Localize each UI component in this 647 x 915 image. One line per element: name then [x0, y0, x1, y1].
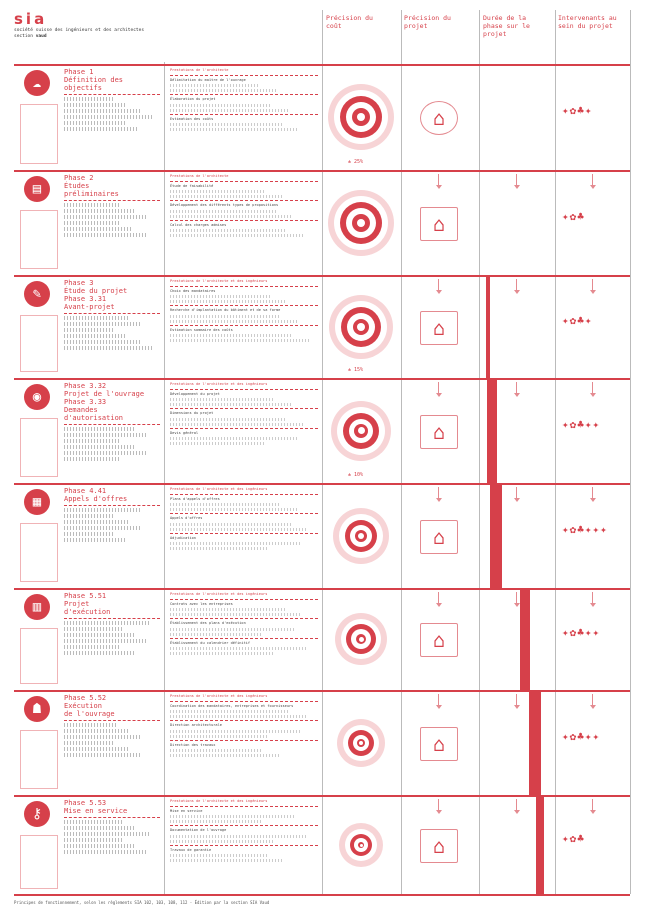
text-line [64, 121, 126, 125]
deliverable-item: Estimation sommaire des coûts [170, 327, 233, 332]
phase-title [64, 694, 160, 759]
divider [164, 62, 165, 894]
text-line [64, 723, 116, 727]
text-line [170, 503, 280, 506]
dash-divider [64, 817, 160, 818]
text-line [64, 457, 120, 461]
deliverable-item: Devis général [170, 430, 199, 435]
text-line [170, 859, 284, 862]
phase-title [64, 592, 160, 657]
text-line [170, 128, 299, 131]
text-line [64, 433, 148, 437]
text-line [170, 104, 271, 107]
deliverable-item: Plans d'appels d'offres [170, 496, 220, 501]
folders-icon: ▥ [24, 594, 50, 620]
phase-title-line: Projet de l'ouvrage [64, 390, 145, 398]
deliverable-item: Travaux de garantie [170, 847, 212, 852]
text-line [64, 838, 122, 842]
divider [479, 10, 480, 894]
deliverables-heading: Prestations de l'architecte et des ingénieurs [170, 694, 268, 698]
phase-duration-bar [529, 690, 541, 795]
phase-separator [14, 588, 630, 590]
flow-arrow [592, 174, 593, 186]
cost-precision-ring [359, 741, 363, 745]
phase-title-line: Phase 3.31 [64, 295, 107, 303]
text-line [64, 520, 128, 524]
text-line [64, 753, 141, 757]
text-line [64, 538, 127, 542]
dash-divider [170, 181, 318, 182]
deliverable-item: Calcul des charges admises [170, 222, 227, 227]
phase-illustration [20, 628, 58, 684]
phase-deliverables [170, 694, 318, 759]
phase-title-line: Phase 2 [64, 174, 94, 182]
text-line [170, 754, 279, 757]
dash-divider [170, 305, 318, 306]
cost-precision-label: ± 25% [348, 159, 364, 165]
actors-group-icon: ✦✿♣✦ [562, 313, 593, 327]
phase-title-line: Avant-projet [64, 303, 115, 311]
dash-divider [170, 740, 318, 741]
deliverable-item: Estimation des coûts [170, 116, 214, 121]
phase-illustration [20, 835, 58, 889]
phase-illustration [20, 104, 58, 164]
project-house-icon: ⌂ [420, 101, 458, 135]
dash-divider [64, 313, 160, 314]
book-icon: ▤ [24, 176, 50, 202]
text-line [64, 627, 122, 631]
dash-divider [170, 638, 318, 639]
flow-arrow [516, 799, 517, 811]
text-line [64, 215, 147, 219]
text-line [64, 334, 127, 338]
flow-arrow [592, 799, 593, 811]
dash-divider [170, 114, 318, 115]
deliverable-item: Établissement du calendrier définitif [170, 640, 251, 645]
text-line [170, 710, 290, 713]
phase-title-line: Phase 5.51 [64, 592, 107, 600]
dash-divider [170, 75, 318, 76]
flow-arrow [516, 592, 517, 604]
project-house-icon: ⌂ [420, 207, 458, 241]
text-line [170, 835, 306, 838]
text-line [170, 815, 295, 818]
dash-divider [170, 825, 318, 826]
text-line [64, 445, 134, 449]
text-line [64, 316, 128, 320]
project-house-icon: ⌂ [420, 415, 458, 449]
cost-precision-ring [358, 533, 364, 539]
text-line [170, 523, 291, 526]
cost-precision-ring [360, 844, 363, 847]
text-line [170, 735, 268, 738]
flow-arrow [438, 592, 439, 604]
cost-precision-label: ± 15% [348, 367, 364, 373]
text-line [170, 84, 260, 87]
text-line [64, 227, 133, 231]
text-line [170, 628, 296, 631]
deliverable-item: Établissement des plans d'exécution [170, 621, 246, 626]
text-line [170, 89, 277, 92]
phase-title-line: Phase 5.53 [64, 799, 107, 807]
flow-arrow [592, 694, 593, 706]
actors-group-icon: ✦✿♣✦✦✦ [562, 522, 608, 536]
column-header-project: Précision du projet [404, 14, 451, 30]
text-line [170, 215, 293, 218]
dash-divider [170, 533, 318, 534]
text-line [170, 840, 273, 843]
phase-illustration [20, 730, 58, 789]
text-line [64, 747, 128, 751]
divider [322, 10, 323, 894]
flow-arrow [516, 382, 517, 394]
cost-precision-label: ± 10% [348, 472, 364, 478]
text-line [170, 315, 281, 318]
project-house-icon: ⌂ [420, 311, 458, 345]
text-line [64, 735, 142, 739]
project-house-icon: ⌂ [420, 623, 458, 657]
text-line [64, 322, 141, 326]
phase-duration-bar [536, 795, 544, 895]
dash-divider [170, 220, 318, 221]
text-line [64, 850, 148, 854]
actors-group-icon: ✦✿♣✦✦ [562, 417, 601, 431]
text-line [170, 123, 282, 126]
text-line [64, 514, 115, 518]
dash-divider [170, 599, 318, 600]
text-line [170, 547, 269, 550]
text-line [64, 209, 134, 213]
text-line [170, 229, 287, 232]
phase-title-line: Phase 1 [64, 68, 94, 76]
actors-group-icon: ✦✿♣✦✦ [562, 626, 601, 639]
text-line [64, 97, 114, 101]
deliverable-item: Mise en service [170, 808, 203, 813]
dash-divider [170, 806, 318, 807]
stamp-icon: ◉ [24, 384, 50, 410]
section-name: vaud [35, 34, 47, 39]
flow-arrow [438, 694, 439, 706]
text-line [64, 346, 153, 350]
flow-arrow [438, 174, 439, 186]
cost-precision-ring [357, 113, 365, 121]
tender-documents-icon: ▦ [24, 489, 50, 515]
dash-divider [170, 325, 318, 326]
footer-note: Principes de fonctionnement, selon les règlements SIA 102, 103, 108, 112 - Édition par la section SIA Vaud [14, 900, 270, 905]
drawing-tools-icon: ✎ [24, 281, 50, 307]
text-line [64, 203, 121, 207]
flow-arrow [516, 174, 517, 186]
phase-title-line: objectifs [64, 84, 102, 92]
deliverable-item: Étude de faisabilité [170, 183, 214, 188]
text-line [64, 633, 135, 637]
text-line [170, 190, 265, 193]
dash-divider [64, 94, 160, 95]
section-line [14, 34, 144, 40]
text-line [170, 749, 262, 752]
deliverable-item: Développement du projet [170, 391, 220, 396]
phase-illustration [20, 523, 58, 582]
phase-title-line: Phase 4.41 [64, 487, 107, 495]
phase-duration-bar [487, 378, 497, 483]
text-line [64, 508, 142, 512]
phase-title [64, 279, 160, 352]
column-header-cost: Précision du coût [326, 14, 373, 30]
text-line [170, 210, 276, 213]
text-line [170, 437, 297, 440]
divider [401, 10, 402, 894]
phase-title-line: Mise en service [64, 807, 128, 815]
text-line [170, 334, 292, 337]
bottom-rule [14, 894, 630, 896]
text-line [170, 528, 308, 531]
text-line [170, 442, 264, 445]
deliverable-item: Recherche d'implantation du bâtiment et de sa forme [170, 308, 281, 313]
text-line [170, 508, 297, 511]
phase-title-line: Projet [64, 600, 90, 608]
text-line [170, 820, 262, 823]
phase-separator [14, 483, 630, 485]
text-line [64, 221, 120, 225]
dash-divider [170, 701, 318, 702]
phase-deliverables [170, 279, 318, 344]
deliverable-item: Délimitation du maître de l'ouvrage [170, 77, 246, 82]
column-header-actors: Intervenants au sein du projet [558, 14, 617, 30]
text-line [170, 195, 282, 198]
deliverables-heading: Prestations de l'architecte et des ingénieurs [170, 382, 268, 386]
brand-logo: sia [14, 10, 48, 28]
phase-title-line: Appels d'offres [64, 495, 128, 503]
dash-divider [64, 424, 160, 425]
text-line [170, 608, 285, 611]
text-line [64, 526, 141, 530]
dash-divider [170, 94, 318, 95]
actors-group-icon: ✦✿♣ [562, 209, 585, 223]
text-line [170, 109, 288, 112]
phase-title [64, 174, 160, 239]
text-line [64, 639, 148, 643]
text-line [64, 820, 123, 824]
phase-separator [14, 64, 630, 66]
text-line [64, 233, 146, 237]
actors-group-icon: ✦✿♣ [562, 832, 585, 845]
text-line [170, 542, 302, 545]
header-brand [14, 10, 144, 40]
section-label: section [14, 34, 33, 39]
dash-divider [170, 845, 318, 846]
text-line [64, 651, 134, 655]
phase-illustration [20, 210, 58, 269]
deliverables-heading: Prestations de l'architecte [170, 68, 229, 72]
dash-divider [64, 505, 160, 506]
text-line [64, 451, 147, 455]
project-house-icon: ⌂ [420, 727, 458, 761]
phase-title-line: Phase 3.32 [64, 382, 107, 390]
flow-arrow [592, 487, 593, 499]
dash-divider [64, 618, 160, 619]
flow-arrow [438, 487, 439, 499]
dash-divider [64, 720, 160, 721]
deliverable-item: Dimensions du projet [170, 411, 214, 416]
text-line [64, 427, 135, 431]
divider [555, 10, 556, 894]
deliverable-item: Direction architecturale [170, 723, 222, 728]
flow-arrow [438, 382, 439, 394]
text-line [170, 398, 275, 401]
phase-title-line: Étude du projet [64, 287, 128, 295]
text-line [64, 741, 115, 745]
cost-precision-ring [357, 323, 365, 331]
flow-arrow [438, 279, 439, 291]
brand-subtitle: société suisse des ingénieurs et des architectes [14, 28, 145, 33]
phase-title-line: Phase 5.52 [64, 694, 107, 702]
cost-precision-ring [357, 219, 365, 227]
text-line [64, 532, 114, 536]
phase-illustration [20, 418, 58, 477]
phase-title-line: Définition des [64, 76, 124, 84]
phase-deliverables [170, 68, 318, 133]
project-house-icon: ⌂ [420, 829, 458, 863]
text-line [170, 647, 307, 650]
text-line [64, 832, 149, 836]
deliverable-item: Choix des mandataires [170, 288, 216, 293]
phase-separator [14, 378, 630, 380]
deliverable-item: Coordination des mandataires, entreprises et fournisseurs [170, 703, 294, 708]
deliverables-heading: Prestations de l'architecte et des ingénieurs [170, 487, 268, 491]
keys-binders-icon: ⚷ [24, 801, 50, 827]
deliverable-item: Direction des travaux [170, 742, 216, 747]
dash-divider [170, 494, 318, 495]
text-line [170, 339, 309, 342]
phase-illustration [20, 315, 58, 372]
phase-title-line: d'autorisation [64, 414, 124, 422]
deliverable-item: Documentation de l'ouvrage [170, 828, 227, 833]
text-line [170, 418, 286, 421]
text-line [170, 320, 298, 323]
phase-deliverables [170, 592, 318, 657]
deliverable-item: Adjudication [170, 535, 196, 540]
flow-arrow [592, 592, 593, 604]
actors-group-icon: ✦✿♣✦ [562, 104, 593, 117]
text-line [170, 633, 263, 636]
actors-group-icon: ✦✿♣✦✦ [562, 729, 601, 743]
text-line [64, 645, 121, 649]
phase-title [64, 799, 160, 856]
dash-divider [64, 200, 160, 201]
phase-deliverables [170, 487, 318, 552]
deliverable-item: Élaboration du projet [170, 97, 216, 102]
deliverable-item: Développement des différents types de propositions [170, 203, 279, 208]
dash-divider [170, 618, 318, 619]
phase-duration-bar [486, 275, 490, 378]
phase-title-line: préliminaires [64, 190, 119, 198]
phase-title-line: d'exécution [64, 608, 111, 616]
text-line [170, 613, 302, 616]
project-house-icon: ⌂ [420, 520, 458, 554]
deliverable-item: Contrats avec les entreprises [170, 601, 233, 606]
phase-title [64, 382, 160, 463]
helmet-boots-icon: ☗ [24, 696, 50, 722]
dash-divider [170, 513, 318, 514]
flow-arrow [592, 382, 593, 394]
text-line [64, 844, 135, 848]
flow-arrow [592, 279, 593, 291]
text-line [170, 854, 267, 857]
phase-duration-bar [520, 588, 530, 690]
text-line [64, 109, 140, 113]
dash-divider [170, 408, 318, 409]
phase-title-line: Exécution [64, 702, 102, 710]
deliverables-heading: Prestations de l'architecte [170, 174, 229, 178]
text-line [64, 826, 136, 830]
dash-divider [170, 286, 318, 287]
phase-deliverables [170, 174, 318, 239]
text-line [64, 439, 121, 443]
text-line [170, 300, 287, 303]
text-line [64, 340, 140, 344]
phase-title-line: de l'ouvrage [64, 710, 115, 718]
thinking-head-icon: ☁ [24, 70, 50, 96]
text-line [170, 403, 292, 406]
text-line [64, 127, 139, 131]
phase-title-line: Phase 3 [64, 279, 94, 287]
dash-divider [170, 389, 318, 390]
flow-arrow [516, 279, 517, 291]
text-line [64, 115, 153, 119]
deliverables-heading: Prestations de l'architecte et des ingénieurs [170, 592, 268, 596]
phase-deliverables [170, 382, 318, 447]
deliverable-item: Appels d'offres [170, 516, 203, 521]
phase-title-line: Phase 3.33 [64, 398, 107, 406]
flow-arrow [516, 694, 517, 706]
text-line [170, 730, 301, 733]
text-line [170, 715, 307, 718]
phase-deliverables [170, 799, 318, 864]
flow-arrow [438, 799, 439, 811]
phase-duration-bar [490, 483, 502, 588]
flow-arrow [516, 487, 517, 499]
text-line [64, 103, 127, 107]
text-line [64, 621, 149, 625]
dash-divider [170, 428, 318, 429]
dash-divider [170, 200, 318, 201]
column-header-duration: Durée de la phase sur le projet [483, 14, 530, 38]
phase-title [64, 487, 160, 544]
text-line [64, 328, 114, 332]
divider [630, 10, 631, 894]
phase-title [64, 68, 160, 133]
deliverables-heading: Prestations de l'architecte et des ingénieurs [170, 279, 268, 283]
text-line [170, 234, 304, 237]
text-line [170, 295, 270, 298]
text-line [170, 423, 303, 426]
cost-precision-ring [359, 637, 364, 642]
text-line [64, 729, 129, 733]
phase-title-line: Études [64, 182, 90, 190]
text-line [170, 652, 274, 655]
phase-separator [14, 170, 630, 172]
phase-separator [14, 275, 630, 277]
deliverables-heading: Prestations de l'architecte et des ingénieurs [170, 799, 268, 803]
dash-divider [170, 720, 318, 721]
cost-precision-ring [358, 427, 365, 434]
phase-title-line: Demandes [64, 406, 98, 414]
